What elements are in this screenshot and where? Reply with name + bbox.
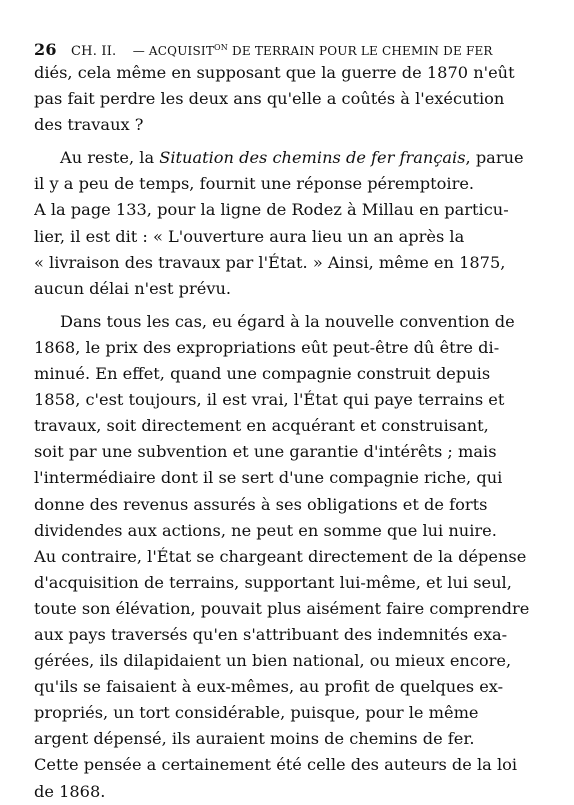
text-line: gérées, ils dilapidaient un bien national, ou mieux encore, [34, 651, 512, 671]
text-line: dividendes aux actions, ne peut en somme que lui nuire. [34, 520, 497, 540]
text-line: diés, cela même en supposant que la guerre de 1870 n'eût [34, 63, 515, 82]
text-line: il y a peu de temps, fournit une réponse péremptoire. [34, 174, 475, 194]
text-line: pas fait perdre les deux ans qu'elle a coûtés à l'exécution [34, 89, 505, 109]
text-line: aucun délai n'est prévu. [34, 278, 232, 298]
chapter-title-superscript: ON [214, 43, 229, 52]
text-line: donne des revenus assurés à ses obligations et de forts [34, 494, 488, 514]
text-line: Cette pensée a certainement été celle des auteurs de la loi [34, 755, 518, 775]
page-number: 26 [34, 40, 57, 59]
text-line-end: , parue [465, 148, 524, 168]
text-line: lier, il est dit : « L'ouverture aura lieu un an après la [34, 226, 465, 246]
text-line: toute son élévation, pouvait plus aisément faire comprendre [34, 598, 530, 618]
text-line: minué. En effet, quand une compagnie construit depuis [34, 364, 491, 384]
text-line: Dans tous les cas, eu égard à la nouvelle convention de [60, 311, 515, 331]
body-text [34, 60, 554, 805]
text-line-start: Au reste, la [60, 148, 160, 168]
text-line: propriés, un tort considérable, puisque, pour le même [34, 703, 479, 723]
chapter-title [133, 44, 493, 58]
text-line [34, 145, 554, 171]
paragraph-gap [34, 302, 554, 309]
text-line: qu'ils se faisaient à eux-mêmes, au profit de quelques ex- [34, 677, 504, 697]
text-line: 1858, c'est toujours, il est vrai, l'État qui paye terrains et [34, 390, 505, 410]
text-line: A la page 133, pour la ligne de Rodez à Millau en particu- [34, 200, 509, 220]
running-head [34, 38, 554, 58]
text-line: de 1868. [34, 781, 106, 801]
text-line: aux pays traversés qu'en s'attribuant des indemnités exa- [34, 624, 508, 644]
text-line: Au contraire, l'État se chargeant directement de la dépense [34, 546, 527, 566]
text-line: « livraison des travaux par l'État. » Ainsi, même en 1875, [34, 252, 506, 272]
text-line: d'acquisition de terrains, supportant lui-même, et lui seul, [34, 572, 512, 592]
text-line: argent dépensé, ils auraient moins de chemins de fer. [34, 729, 475, 749]
text-line: soit par une subvention et une garantie d'intérêts ; mais [34, 442, 497, 462]
chapter-title-start: — ACQUISIT [132, 44, 215, 58]
chapter-title-rest: DE TERRAIN POUR LE CHEMIN DE FER [228, 44, 493, 58]
text-line: travaux, soit directement en acquérant et construisant, [34, 416, 489, 436]
text-line: 1868, le prix des expropriations eût peut-être dû être di- [34, 337, 500, 357]
paragraph-gap [34, 138, 554, 145]
chapter-label: CH. II. [71, 44, 117, 59]
text-line: des travaux ? [34, 115, 144, 135]
italic-title: Situation des chemins de fer français [159, 148, 466, 168]
text-line: l'intermédiaire dont il se sert d'une compagnie riche, qui [34, 468, 503, 488]
